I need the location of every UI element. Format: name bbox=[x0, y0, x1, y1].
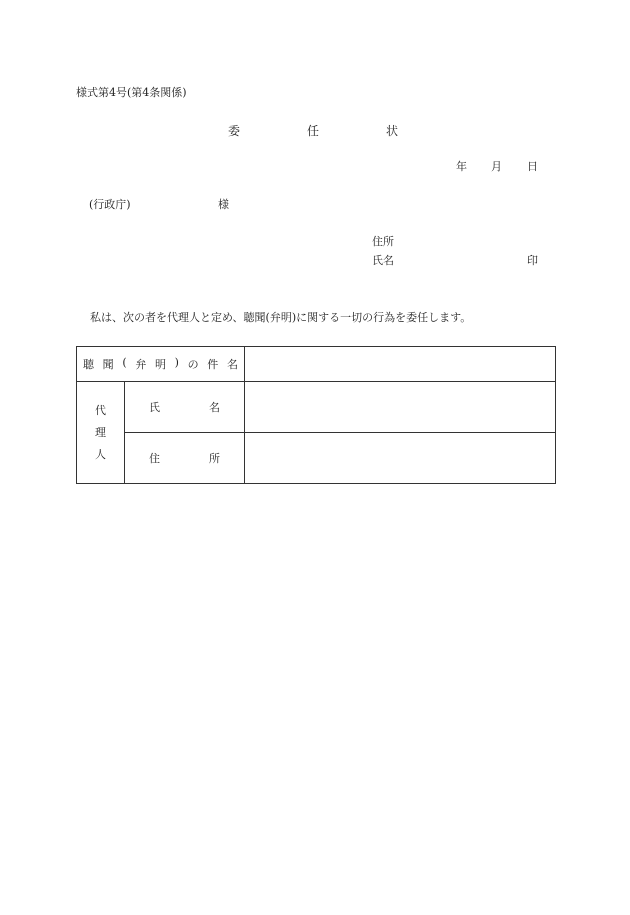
agent-label bbox=[77, 400, 124, 466]
agent-label-char: 人 bbox=[95, 447, 106, 461]
date-month: 月 bbox=[491, 160, 502, 173]
case-label-char: 件 bbox=[207, 358, 219, 371]
case-label-char: 名 bbox=[226, 358, 238, 371]
agent-address-label bbox=[125, 450, 244, 466]
addressee-honorific: 様 bbox=[218, 198, 229, 211]
case-label-char: 明 bbox=[154, 358, 166, 371]
principal-name-label: 氏名 bbox=[372, 254, 394, 267]
agent-label-char: 理 bbox=[95, 425, 106, 439]
agent-address-value-cell[interactable] bbox=[245, 433, 556, 484]
case-label-char: ( bbox=[122, 356, 127, 369]
case-label-char: 聴 bbox=[83, 358, 94, 371]
case-label-char: ) bbox=[174, 356, 179, 369]
case-label bbox=[77, 356, 244, 372]
agent-name-label-char: 名 bbox=[209, 401, 220, 414]
agent-name-label bbox=[125, 399, 244, 415]
agent-name-row bbox=[77, 382, 556, 433]
case-label-char: 弁 bbox=[135, 358, 147, 371]
case-value-cell[interactable] bbox=[245, 347, 556, 382]
agent-address-label-char: 住 bbox=[149, 452, 160, 465]
title-char-3: 状 bbox=[386, 124, 399, 138]
agent-address-label-cell bbox=[125, 433, 245, 484]
agent-label-char: 代 bbox=[95, 403, 106, 417]
agent-name-value-cell[interactable] bbox=[245, 382, 556, 433]
addressee-agency: (行政庁) bbox=[89, 198, 131, 211]
title-char-1: 委 bbox=[228, 124, 241, 138]
agent-name-label-char: 氏 bbox=[149, 401, 160, 414]
principal-seal: 印 bbox=[527, 254, 538, 267]
title-char-2: 任 bbox=[307, 124, 320, 138]
agent-name-label-cell bbox=[125, 382, 245, 433]
date-year: 年 bbox=[456, 160, 467, 173]
date-day: 日 bbox=[527, 160, 538, 173]
agent-address-label-char: 所 bbox=[209, 452, 220, 465]
agent-label-cell bbox=[77, 382, 125, 484]
delegation-table bbox=[76, 346, 556, 484]
form-number: 様式第4号(第4条関係) bbox=[76, 86, 187, 99]
case-label-char: 聞 bbox=[102, 358, 114, 371]
delegation-statement: 私は、次の者を代理人と定め、聴聞(弁明)に関する一切の行為を委任します。 bbox=[90, 311, 472, 324]
principal-address-label: 住所 bbox=[372, 235, 394, 248]
case-label-char: の bbox=[187, 358, 199, 371]
case-row bbox=[77, 347, 556, 382]
case-label-cell bbox=[77, 347, 245, 382]
agent-address-row bbox=[77, 433, 556, 484]
